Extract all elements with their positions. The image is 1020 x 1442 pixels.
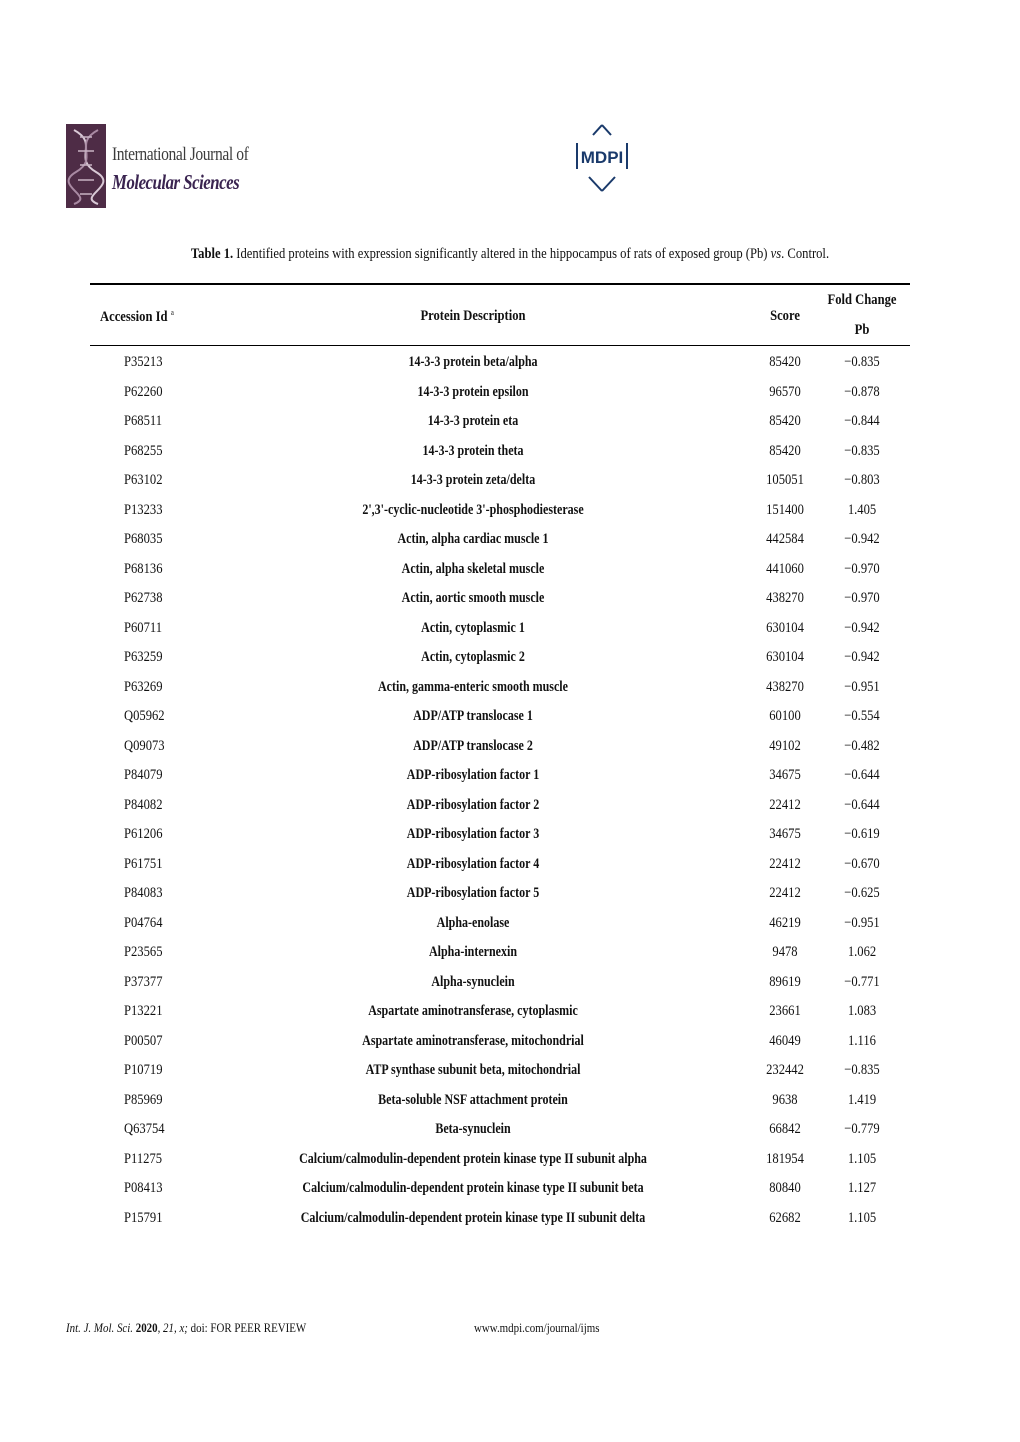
cell-score: 85420 bbox=[769, 442, 801, 459]
cell-description: Actin, alpha cardiac muscle 1 bbox=[397, 531, 549, 547]
cell-accession: P00507 bbox=[124, 1032, 163, 1049]
footer-year: 2020 bbox=[135, 1320, 158, 1335]
cell-fold-change: −0.835 bbox=[844, 1062, 880, 1078]
table-row bbox=[0, 911, 1020, 941]
cell-fold-change: −0.670 bbox=[844, 855, 880, 872]
cell-description: Aspartate aminotransferase, mitochondrial bbox=[362, 1032, 584, 1049]
table-row bbox=[0, 498, 1020, 528]
cell-description: Alpha-enolase bbox=[436, 914, 510, 931]
cell-score: 22412 bbox=[769, 885, 801, 901]
table-row bbox=[0, 675, 1020, 705]
cell-fold-change: 1.419 bbox=[847, 1091, 877, 1108]
cell-accession: P11275 bbox=[124, 1150, 163, 1167]
cell-score: 151400 bbox=[766, 501, 804, 518]
cell-accession: P68136 bbox=[124, 560, 163, 577]
cell-score: 22412 bbox=[769, 796, 801, 813]
cell-score: 96570 bbox=[769, 383, 801, 400]
table-row bbox=[0, 704, 1020, 734]
cell-fold-change: −0.942 bbox=[844, 649, 880, 665]
table-row bbox=[0, 409, 1020, 439]
cell-score: 441060 bbox=[766, 560, 804, 577]
mdpi-logo-text: MDPI bbox=[580, 148, 624, 167]
table-row bbox=[0, 1206, 1020, 1236]
table-row bbox=[0, 350, 1020, 380]
cell-accession: P84083 bbox=[124, 885, 163, 901]
cell-accession: P85969 bbox=[124, 1091, 163, 1108]
column-header-fold-change: Fold Change bbox=[827, 292, 897, 308]
cell-description: Actin, gamma-enteric smooth muscle bbox=[378, 678, 568, 695]
table-row bbox=[0, 970, 1020, 1000]
cell-description: Actin, cytoplasmic 2 bbox=[421, 649, 525, 665]
cell-fold-change: −0.803 bbox=[844, 472, 880, 488]
cell-fold-change: 1.116 bbox=[848, 1032, 876, 1049]
cell-fold-change: −0.970 bbox=[844, 560, 880, 577]
cell-description: 14-3-3 protein zeta/delta bbox=[410, 472, 536, 488]
table-row bbox=[0, 852, 1020, 882]
cell-description: ADP-ribosylation factor 2 bbox=[406, 796, 540, 813]
table-row bbox=[0, 1117, 1020, 1147]
table-row bbox=[0, 734, 1020, 764]
cell-fold-change: 1.405 bbox=[847, 501, 877, 518]
column-header-description: Protein Description bbox=[420, 308, 526, 324]
cell-accession: P61751 bbox=[124, 855, 163, 872]
cell-description: ADP-ribosylation factor 5 bbox=[406, 885, 540, 901]
caption-end: . Control. bbox=[781, 246, 830, 262]
cell-description: ADP-ribosylation factor 3 bbox=[406, 826, 540, 842]
table-row bbox=[0, 1058, 1020, 1088]
accession-footnote-marker: a bbox=[170, 308, 174, 317]
cell-description: ADP/ATP translocase 1 bbox=[413, 708, 533, 724]
table-row bbox=[0, 1176, 1020, 1206]
cell-description: Calcium/calmodulin-dependent protein kinase type II subunit alpha bbox=[299, 1150, 647, 1167]
cell-fold-change: −0.771 bbox=[844, 973, 880, 990]
cell-score: 105051 bbox=[766, 472, 804, 488]
table-row bbox=[0, 586, 1020, 616]
cell-description: Calcium/calmodulin-dependent protein kinase type II subunit delta bbox=[300, 1209, 646, 1226]
cell-fold-change: −0.878 bbox=[844, 383, 880, 400]
caption-vs: vs bbox=[770, 246, 782, 262]
cell-fold-change: −0.844 bbox=[844, 413, 880, 429]
table-row bbox=[0, 881, 1020, 911]
caption-text: Identified proteins with expression significantly altered in the hippocampus of rats of exposed group (Pb) bbox=[233, 246, 771, 262]
cell-score: 46049 bbox=[769, 1032, 801, 1049]
cell-description: Beta-synuclein bbox=[435, 1121, 511, 1137]
cell-accession: P63269 bbox=[124, 678, 163, 695]
cell-fold-change: −0.619 bbox=[844, 826, 880, 842]
cell-description: 14-3-3 protein eta bbox=[427, 413, 519, 429]
cell-fold-change: −0.942 bbox=[844, 531, 880, 547]
cell-score: 9638 bbox=[772, 1091, 798, 1108]
cell-description: 14-3-3 protein epsilon bbox=[417, 383, 529, 400]
cell-description: ADP-ribosylation factor 1 bbox=[406, 767, 540, 783]
cell-accession: P10719 bbox=[124, 1062, 163, 1078]
table-row bbox=[0, 1029, 1020, 1059]
cell-fold-change: −0.835 bbox=[844, 442, 880, 459]
table-row bbox=[0, 557, 1020, 587]
cell-score: 438270 bbox=[766, 590, 804, 606]
cell-fold-change: −0.942 bbox=[844, 619, 880, 636]
dna-helix-icon bbox=[66, 124, 106, 208]
cell-accession: P61206 bbox=[124, 826, 163, 842]
cell-accession: P60711 bbox=[124, 619, 163, 636]
cell-score: 630104 bbox=[766, 649, 804, 665]
cell-score: 66842 bbox=[769, 1121, 801, 1137]
cell-score: 62682 bbox=[769, 1209, 801, 1226]
cell-score: 181954 bbox=[766, 1150, 804, 1167]
cell-score: 442584 bbox=[766, 531, 804, 547]
cell-description: Actin, cytoplasmic 1 bbox=[421, 619, 525, 636]
cell-accession: P68511 bbox=[124, 413, 163, 429]
cell-score: 23661 bbox=[769, 1003, 801, 1019]
cell-score: 630104 bbox=[766, 619, 804, 636]
cell-accession: P23565 bbox=[124, 944, 163, 960]
journal-logo bbox=[66, 124, 306, 208]
cell-score: 85420 bbox=[769, 413, 801, 429]
footer-volume: , 21, x; bbox=[157, 1320, 188, 1335]
cell-accession: P04764 bbox=[124, 914, 163, 931]
cell-accession: P62260 bbox=[124, 383, 163, 400]
table-row bbox=[0, 616, 1020, 646]
cell-fold-change: −0.554 bbox=[844, 708, 880, 724]
cell-description: 14-3-3 protein theta bbox=[422, 442, 524, 459]
cell-score: 9478 bbox=[772, 944, 798, 960]
cell-accession: P68035 bbox=[124, 531, 163, 547]
table-row bbox=[0, 468, 1020, 498]
cell-description: Actin, aortic smooth muscle bbox=[401, 590, 545, 606]
table-row bbox=[0, 380, 1020, 410]
cell-fold-change: −0.951 bbox=[844, 678, 880, 695]
table-body bbox=[0, 350, 1020, 1235]
table-caption bbox=[82, 246, 939, 263]
cell-description: Aspartate aminotransferase, cytoplasmic bbox=[368, 1003, 578, 1019]
cell-accession: P63259 bbox=[124, 649, 163, 665]
column-header-accession-label: Accession Id bbox=[100, 309, 168, 325]
journal-name-line1: International Journal of bbox=[112, 144, 249, 165]
table-row bbox=[0, 1147, 1020, 1177]
cell-score: 438270 bbox=[766, 678, 804, 695]
table-row bbox=[0, 439, 1020, 469]
cell-fold-change: 1.127 bbox=[847, 1180, 877, 1196]
cell-score: 232442 bbox=[766, 1062, 804, 1078]
cell-accession: P15791 bbox=[124, 1209, 163, 1226]
table-row bbox=[0, 645, 1020, 675]
cell-description: ATP synthase subunit beta, mitochondrial bbox=[365, 1062, 581, 1078]
cell-fold-change: 1.105 bbox=[847, 1150, 877, 1167]
column-header-fold-change-group: Pb bbox=[854, 322, 870, 338]
cell-accession: P84082 bbox=[124, 796, 163, 813]
footer-journal-url[interactable]: www.mdpi.com/journal/ijms bbox=[474, 1320, 600, 1335]
cell-description: Actin, alpha skeletal muscle bbox=[401, 560, 545, 577]
column-header-score: Score bbox=[770, 308, 800, 324]
cell-accession: P35213 bbox=[124, 354, 163, 370]
cell-accession: P63102 bbox=[124, 472, 163, 488]
footer-journal-abbr: Int. J. Mol. Sci. bbox=[66, 1320, 134, 1335]
table-row bbox=[0, 763, 1020, 793]
cell-description: 14-3-3 protein beta/alpha bbox=[408, 354, 538, 370]
caption-label: Table 1. bbox=[190, 246, 234, 262]
cell-score: 34675 bbox=[769, 826, 801, 842]
cell-score: 85420 bbox=[769, 354, 801, 370]
table-row bbox=[0, 527, 1020, 557]
cell-description: Alpha-internexin bbox=[428, 944, 517, 960]
cell-accession: P62738 bbox=[124, 590, 163, 606]
cell-fold-change: −0.482 bbox=[844, 737, 880, 754]
cell-accession: P08413 bbox=[124, 1180, 163, 1196]
cell-description: 2',3'-cyclic-nucleotide 3'-phosphodiesterase bbox=[362, 501, 584, 518]
footer-citation bbox=[66, 1320, 306, 1336]
cell-accession: Q09073 bbox=[124, 737, 165, 754]
cell-score: 80840 bbox=[769, 1180, 801, 1196]
cell-score: 60100 bbox=[769, 708, 801, 724]
cell-fold-change: −0.644 bbox=[844, 767, 880, 783]
cell-accession: Q63754 bbox=[124, 1121, 165, 1137]
cell-score: 46219 bbox=[769, 914, 801, 931]
column-header-accession bbox=[100, 308, 174, 326]
cell-fold-change: −0.970 bbox=[844, 590, 880, 606]
cell-accession: P13221 bbox=[124, 1003, 163, 1019]
footer-doi: doi: FOR PEER REVIEW bbox=[187, 1320, 307, 1335]
cell-fold-change: −0.625 bbox=[844, 885, 880, 901]
cell-description: Alpha-synuclein bbox=[431, 973, 515, 990]
cell-accession: P13233 bbox=[124, 501, 163, 518]
cell-fold-change: 1.105 bbox=[847, 1209, 877, 1226]
cell-fold-change: −0.951 bbox=[844, 914, 880, 931]
cell-score: 49102 bbox=[769, 737, 801, 754]
table-header-rule bbox=[90, 345, 910, 346]
cell-description: Calcium/calmodulin-dependent protein kinase type II subunit beta bbox=[302, 1180, 644, 1196]
mdpi-logo bbox=[571, 123, 633, 193]
table-top-rule bbox=[90, 283, 910, 285]
table-row bbox=[0, 793, 1020, 823]
cell-score: 34675 bbox=[769, 767, 801, 783]
table-row bbox=[0, 822, 1020, 852]
cell-fold-change: 1.083 bbox=[847, 1003, 877, 1019]
cell-fold-change: −0.779 bbox=[844, 1121, 880, 1137]
cell-accession: P84079 bbox=[124, 767, 163, 783]
journal-name-line2: Molecular Sciences bbox=[112, 170, 240, 194]
cell-description: Beta-soluble NSF attachment protein bbox=[378, 1091, 568, 1108]
cell-accession: P68255 bbox=[124, 442, 163, 459]
cell-score: 89619 bbox=[769, 973, 801, 990]
cell-description: ADP-ribosylation factor 4 bbox=[406, 855, 540, 872]
cell-fold-change: −0.644 bbox=[844, 796, 880, 813]
cell-fold-change: 1.062 bbox=[847, 944, 877, 960]
cell-score: 22412 bbox=[769, 855, 801, 872]
cell-fold-change: −0.835 bbox=[844, 354, 880, 370]
cell-accession: Q05962 bbox=[124, 708, 165, 724]
cell-description: ADP/ATP translocase 2 bbox=[413, 737, 533, 754]
table-row bbox=[0, 940, 1020, 970]
table-row bbox=[0, 1088, 1020, 1118]
table-row bbox=[0, 999, 1020, 1029]
cell-accession: P37377 bbox=[124, 973, 163, 990]
